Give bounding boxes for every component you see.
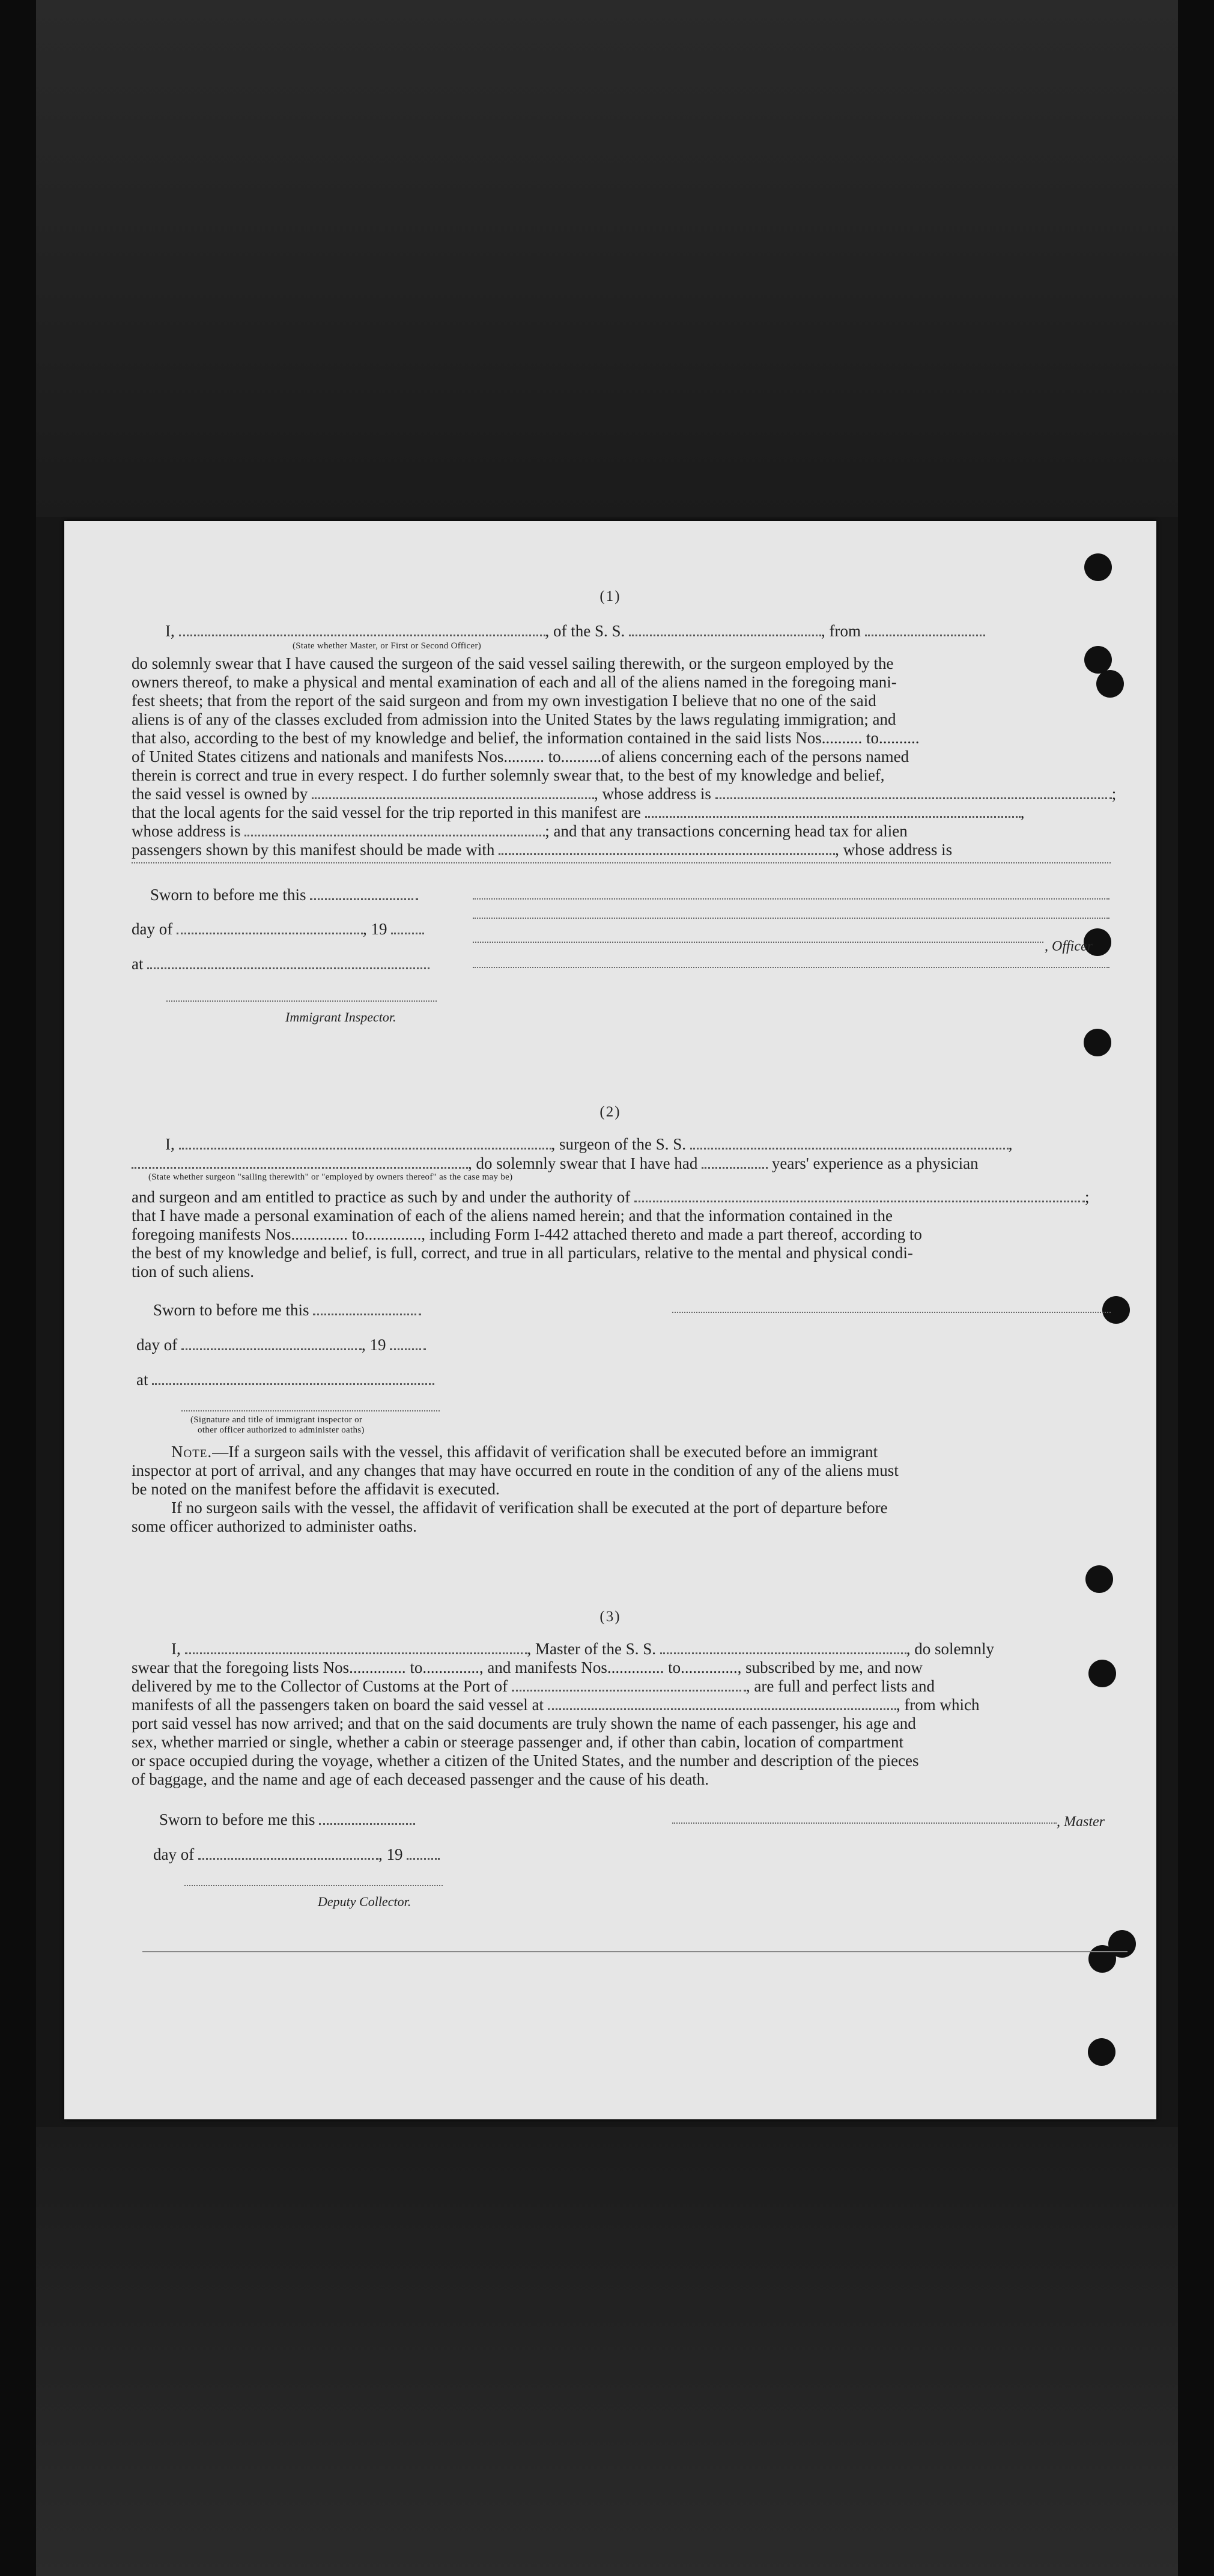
master-signature-field[interactable] bbox=[672, 1822, 1057, 1824]
section-2-at-field[interactable] bbox=[152, 1371, 434, 1385]
section-2-sworn-date-field[interactable] bbox=[313, 1302, 421, 1315]
collector-signature-field[interactable] bbox=[184, 1885, 443, 1886]
bottom-rule bbox=[142, 1951, 1128, 1952]
section-1-number: (1) bbox=[599, 588, 621, 604]
section-2-sworn: Sworn to before me this bbox=[153, 1301, 1132, 1320]
surgeon-status-field[interactable] bbox=[132, 1155, 468, 1169]
section-3-number: (3) bbox=[599, 1609, 621, 1625]
section-3-day-of: day of , 19 bbox=[153, 1845, 1132, 1864]
surgeon-vessel-field[interactable] bbox=[690, 1136, 1009, 1149]
section-2-note-0: Note.—If a surgeon sails with the vessel, this affidavit of verification shall be executed before an immigrant bbox=[171, 1443, 878, 1461]
section-1-owned-line: the said vessel is owned by , whose address is ; bbox=[132, 785, 1117, 803]
from-port-field[interactable] bbox=[865, 623, 985, 636]
film-background-bottom bbox=[0, 2127, 1214, 2576]
section-3-sworn-date-field[interactable] bbox=[319, 1811, 415, 1825]
section-2-body-2: foregoing manifests Nos.............. to.............., including Form I-442 attached thereto and made a part thereof, according to bbox=[132, 1225, 922, 1243]
section-1-body-4: that also, according to the best of my knowledge and belief, the information contained in the said lists Nos.......... to.......... bbox=[132, 729, 920, 747]
section-3-line-1: I, , Master of the S. S. , do solemnly bbox=[171, 1640, 994, 1658]
section-2-note-1: inspector at port of arrival, and any changes that may have occurred en route in the condition of any of the aliens must bbox=[132, 1461, 899, 1479]
film-edge-left bbox=[0, 0, 36, 2576]
section-1-address-line: whose address is ; and that any transactions concerning head tax for alien bbox=[132, 822, 908, 840]
section-3-port-line: delivered by me to the Collector of Customs at the Port of , are full and perfect lists and bbox=[132, 1677, 935, 1695]
manifest-affidavit-page bbox=[64, 521, 1156, 2119]
section-1-sworn: Sworn to before me this bbox=[150, 886, 1129, 904]
day-of-field[interactable] bbox=[177, 921, 363, 934]
section-1-body-1: owners thereof, to make a physical and mental examination of each and all of the aliens named in the foregoing mani- bbox=[132, 673, 897, 691]
section-1-body-6: therein is correct and true in every respect. I do further solemnly swear that, to the best of my knowledge and belief, bbox=[132, 766, 885, 784]
section-2-authority-line: and surgeon and am entitled to practice as such by and under the authority of ; bbox=[132, 1188, 1090, 1206]
section-2-day-of: day of , 19 bbox=[136, 1336, 1115, 1354]
punch-hole-icon bbox=[1084, 553, 1112, 581]
section-3-master-name-field[interactable] bbox=[185, 1640, 527, 1654]
officer-label: , Officer bbox=[1045, 939, 1093, 954]
punch-hole-icon bbox=[1088, 1945, 1116, 1973]
at-place-field[interactable] bbox=[147, 955, 429, 969]
section-3-body-4: sex, whether married or single, whether a cabin or steerage passenger and, if other than cabin, location of compartment bbox=[132, 1733, 904, 1751]
section-2-number: (2) bbox=[599, 1104, 621, 1120]
section-2-caption: (State whether surgeon "sailing therewith" or "employed by owners thereof" as the case may be) bbox=[148, 1172, 513, 1182]
master-name-field[interactable] bbox=[179, 623, 545, 636]
section-2-body-1: that I have made a personal examination of each of the aliens named herein; and that the information contained in the bbox=[132, 1207, 893, 1225]
section-2-line-2: , do solemnly swear that I have had years' experience as a physician bbox=[132, 1154, 1111, 1173]
section-1-line-1: I, , of the S. S. , from bbox=[165, 622, 1144, 641]
signature-line-2[interactable] bbox=[473, 918, 1109, 919]
section-1-made-with-line: passengers shown by this manifest should be made with , whose address is bbox=[132, 841, 953, 859]
section-1-at: at bbox=[132, 955, 1111, 973]
section-3-sworn: Sworn to before me this bbox=[159, 1810, 1138, 1829]
section-2-at: at bbox=[136, 1371, 1115, 1389]
collector-port-field[interactable] bbox=[512, 1678, 746, 1691]
section-2-officer-signature-field[interactable] bbox=[181, 1410, 440, 1411]
film-background-top bbox=[0, 0, 1214, 517]
section-2-note-4: some officer authorized to administer oaths. bbox=[132, 1517, 417, 1535]
section-2-year-field[interactable] bbox=[390, 1336, 426, 1350]
section-2-body-3: the best of my knowledge and belief, is full, correct, and true in all particulars, relative to the mental and physical condi- bbox=[132, 1244, 913, 1262]
owner-field[interactable] bbox=[312, 785, 594, 799]
signature-line-3[interactable] bbox=[473, 967, 1109, 968]
inspector-signature-field[interactable] bbox=[166, 1000, 437, 1002]
section-2-sig-caption-1: (Signature and title of immigrant inspector or bbox=[190, 1415, 363, 1425]
section-2-body-4: tion of such aliens. bbox=[132, 1262, 254, 1280]
section-3-year-field[interactable] bbox=[407, 1846, 440, 1860]
inspector-label: Immigrant Inspector. bbox=[285, 1009, 396, 1025]
officer-signature-field[interactable] bbox=[473, 942, 1043, 943]
master-label: , Master bbox=[1057, 1814, 1105, 1830]
vessel-name-field[interactable] bbox=[629, 623, 821, 636]
signature-line-1[interactable] bbox=[473, 898, 1109, 900]
collector-label: Deputy Collector. bbox=[318, 1894, 411, 1909]
local-agents-field[interactable] bbox=[645, 804, 1021, 818]
owner-address-field[interactable] bbox=[715, 785, 1112, 799]
section-3-body-3: port said vessel has now arrived; and that on the said documents are truly shown the name of each passenger, his age and bbox=[132, 1714, 916, 1732]
year-field[interactable] bbox=[391, 921, 424, 934]
agents-address-field[interactable] bbox=[244, 823, 545, 836]
film-edge-right bbox=[1178, 0, 1214, 2576]
punch-hole-icon bbox=[1084, 1029, 1111, 1056]
section-1-day-of: day of , 19 bbox=[132, 920, 1111, 939]
section-1-caption: (State whether Master, or First or Second Officer) bbox=[293, 641, 482, 651]
section-1-body-5: of United States citizens and nationals and manifests Nos.......... to..........of aliens concerning each of the persons named bbox=[132, 748, 909, 766]
head-tax-address-field[interactable] bbox=[132, 862, 1111, 863]
section-2-note-2: be noted on the manifest before the affidavit is executed. bbox=[132, 1480, 500, 1498]
section-3-body-6: of baggage, and the name and age of each deceased passenger and the cause of his death. bbox=[132, 1770, 709, 1788]
surgeon-signature-field[interactable] bbox=[672, 1312, 1111, 1313]
section-1-body-2: fest sheets; that from the report of the said surgeon and from my own investigation I believe that no one of the said bbox=[132, 692, 876, 710]
section-3-body-0: swear that the foregoing lists Nos.............. to.............., and manifests Nos.............. to.............., subscribed by me, and now bbox=[132, 1658, 923, 1676]
section-1-agents-line: that the local agents for the said vessel for the trip reported in this manifest are , bbox=[132, 803, 1025, 821]
section-2-line-1: I, , surgeon of the S. S. , bbox=[165, 1135, 1013, 1153]
section-1-body-3: aliens is of any of the classes excluded from admission into the United States by the laws regulating immigration; and bbox=[132, 710, 896, 728]
section-2-sig-caption-2: other officer authorized to administer oaths) bbox=[198, 1425, 365, 1435]
sworn-date-field[interactable] bbox=[310, 886, 418, 900]
authority-field[interactable] bbox=[634, 1189, 1085, 1202]
years-experience-field[interactable] bbox=[702, 1155, 768, 1169]
section-3-vessel-field[interactable] bbox=[660, 1640, 906, 1654]
section-2-day-of-field[interactable] bbox=[181, 1336, 362, 1350]
punch-hole-icon bbox=[1088, 2038, 1115, 2066]
section-2-note-3: If no surgeon sails with the vessel, the affidavit of verification shall be executed at the port of departure before bbox=[171, 1499, 888, 1517]
section-3-day-of-field[interactable] bbox=[198, 1846, 378, 1860]
boarding-port-field[interactable] bbox=[548, 1696, 896, 1710]
head-tax-party-field[interactable] bbox=[499, 841, 835, 855]
surgeon-name-field[interactable] bbox=[179, 1136, 551, 1149]
section-3-vessel-line: manifests of all the passengers taken on board the said vessel at , from which bbox=[132, 1696, 980, 1714]
punch-hole-icon bbox=[1085, 1565, 1113, 1593]
section-1-body-0: do solemnly swear that I have caused the surgeon of the said vessel sailing therewith, or the surgeon employed by the bbox=[132, 654, 894, 672]
section-3-body-5: or space occupied during the voyage, whether a citizen of the United States, and the number and description of the pieces bbox=[132, 1752, 919, 1770]
